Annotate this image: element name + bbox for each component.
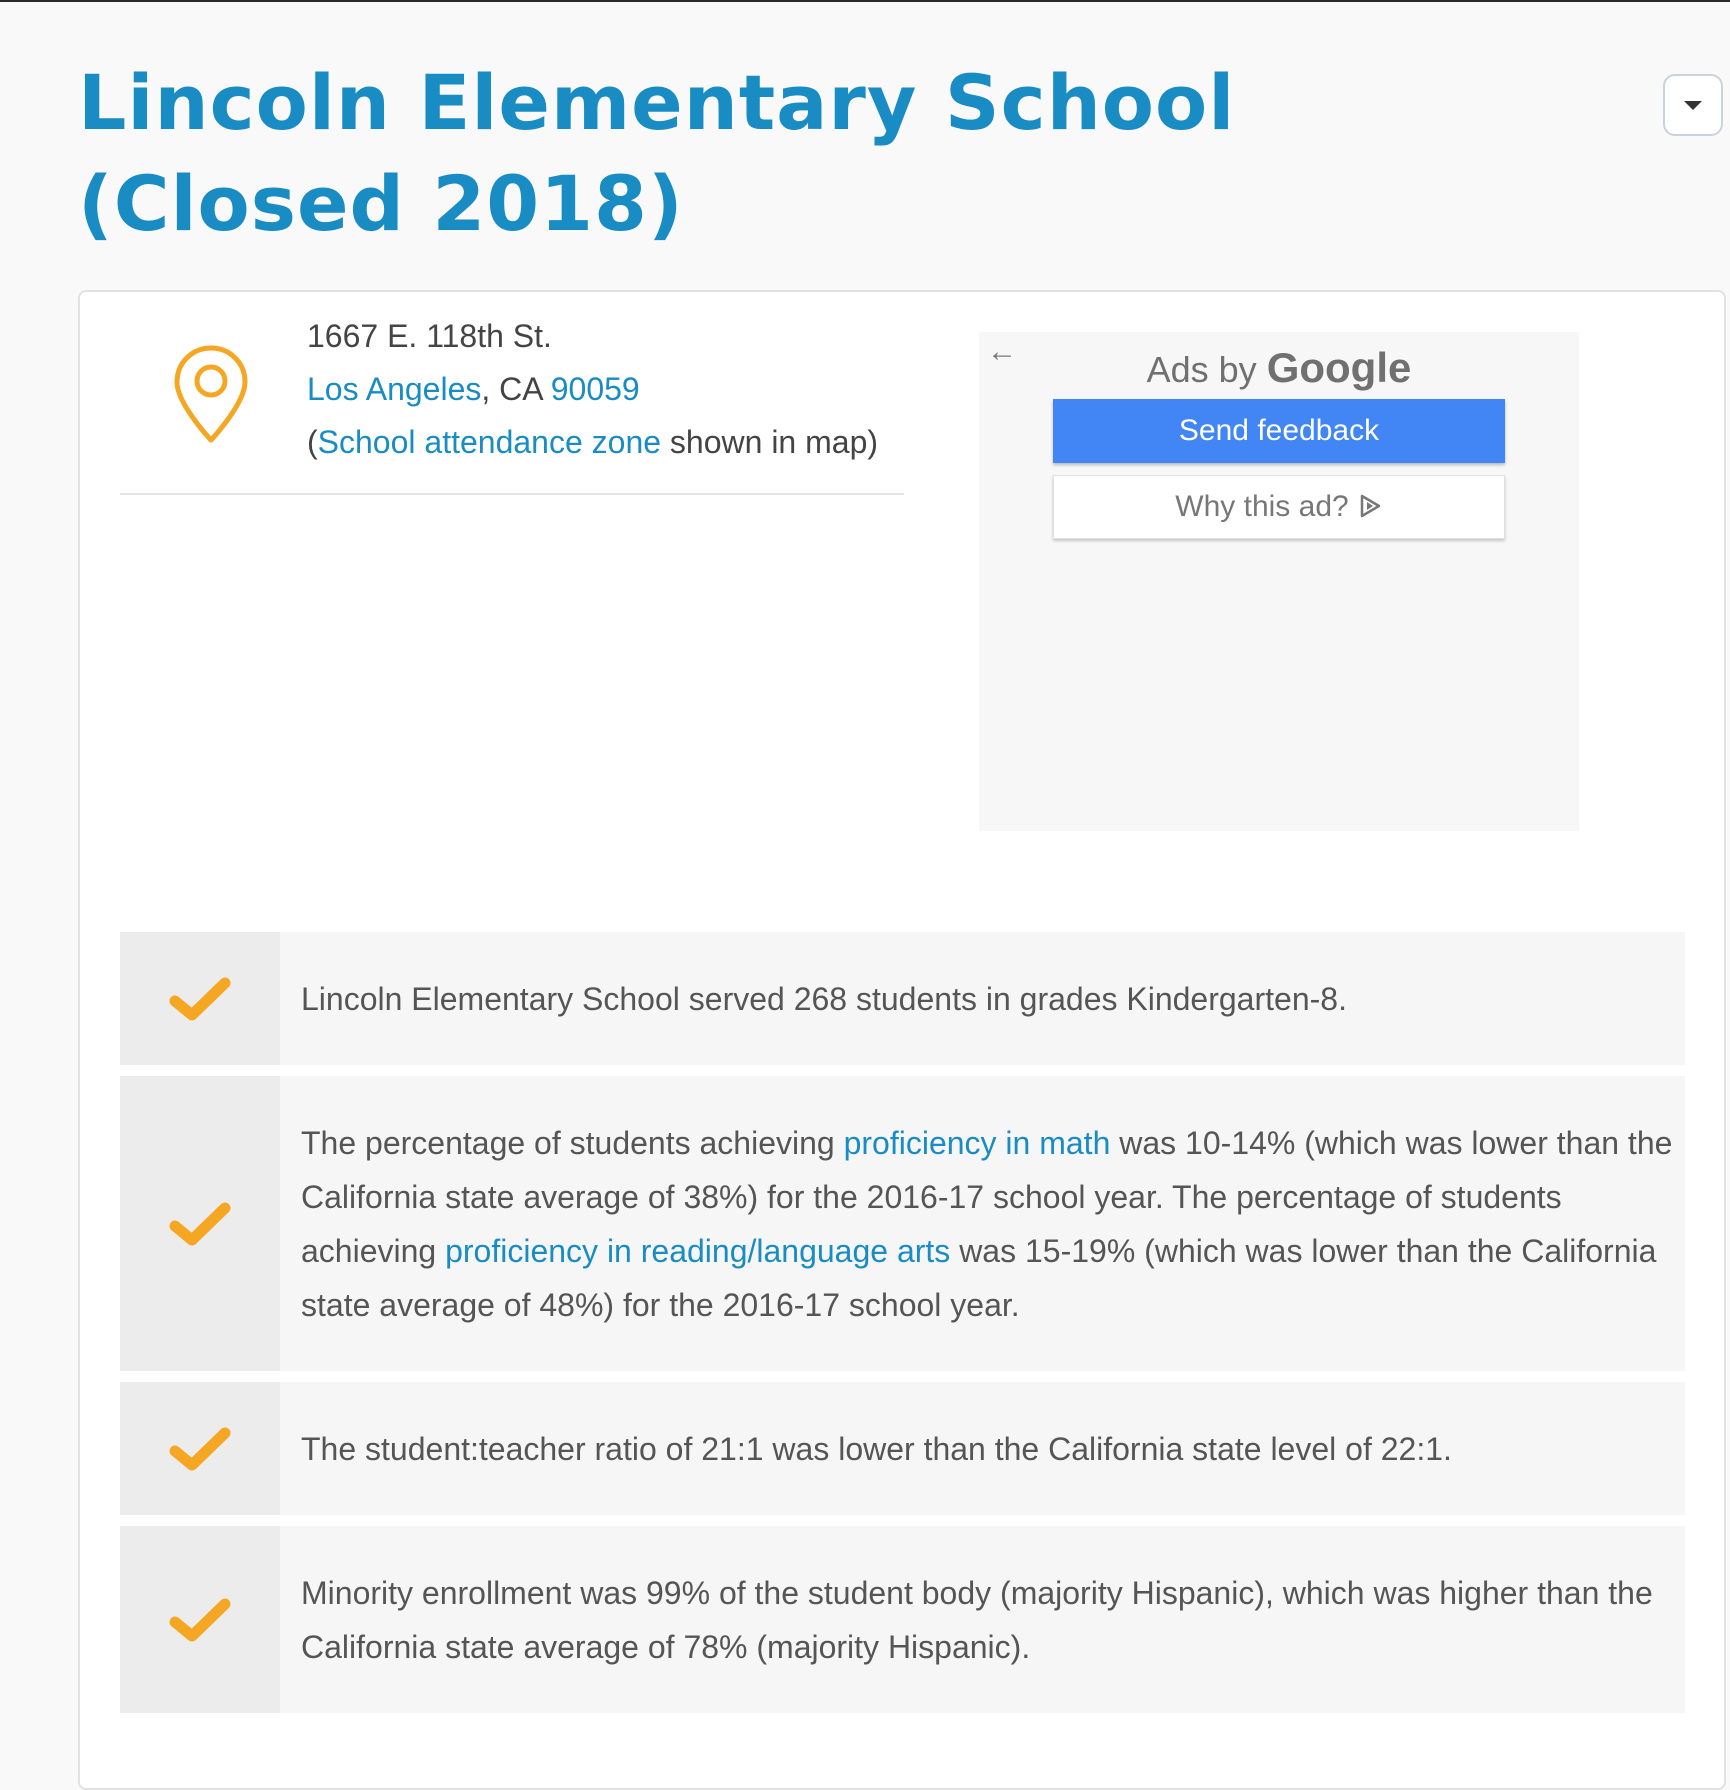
fact-text-part: was 10-14% (which was lower than the California state average of 38%) for the 2016-17 school year. The percentage of students achieving: [301, 1124, 1673, 1269]
fact-row-proficiency: [120, 1076, 1685, 1371]
checkmark-icon: [169, 1596, 231, 1644]
proficiency-math-link[interactable]: proficiency in math: [843, 1124, 1111, 1161]
fact-text: Lincoln Elementary School served 268 students in grades Kindergarten-8.: [301, 980, 1347, 1017]
fact-text-part: The percentage of students achieving: [301, 1124, 844, 1161]
chevron-down-icon: [1684, 101, 1702, 110]
send-feedback-button[interactable]: Send feedback: [1053, 399, 1505, 463]
zone-line: [307, 416, 907, 469]
dropdown-toggle-button[interactable]: [1663, 74, 1723, 136]
fact-row-enrollment: [120, 932, 1685, 1065]
checkmark-icon: [169, 1200, 231, 1248]
fact-text-part: was 15-19% (which was lower than the California state average of 48%) for the 2016-17 school year.: [301, 1232, 1657, 1323]
checkmark-icon: [169, 975, 231, 1023]
top-rule: [0, 0, 1730, 2]
street-address: 1667 E. 118th St.: [307, 318, 552, 354]
fact-icon-cell: [120, 1076, 280, 1371]
fact-icon-cell: [120, 1382, 280, 1515]
google-wordmark: Google: [1266, 344, 1412, 391]
proficiency-reading-link[interactable]: proficiency in reading/language arts: [445, 1232, 951, 1269]
city-link[interactable]: Los Angeles: [307, 371, 482, 407]
ad-panel: [979, 332, 1579, 831]
fact-row-ratio: [120, 1382, 1685, 1515]
page-title: Lincoln Elementary School (Closed 2018): [78, 58, 1236, 248]
fact-text: [280, 1076, 1685, 1371]
ads-by-text: Ads by: [1146, 349, 1267, 390]
back-arrow-icon[interactable]: ←: [987, 335, 1017, 368]
fact-icon-cell: [120, 932, 280, 1065]
fact-text: The student:teacher ratio of 21:1 was lower than the California state level of 22:1.: [301, 1430, 1452, 1467]
zone-rest-text: shown in map): [661, 424, 879, 460]
fact-text: Minority enrollment was 99% of the student body (majority Hispanic), which was higher than the California state average of 78% (majority Hispanic).: [301, 1574, 1653, 1665]
attendance-zone-link[interactable]: School attendance zone: [317, 424, 662, 460]
state-label: , CA: [481, 371, 551, 407]
adchoices-icon: [1357, 493, 1383, 519]
fact-row-minority: [120, 1526, 1685, 1713]
zip-link[interactable]: 90059: [550, 371, 640, 407]
why-this-ad-button[interactable]: [1053, 475, 1505, 539]
city-line: [307, 363, 907, 416]
why-this-ad-label: Why this ad?: [1175, 490, 1349, 523]
ads-by-google-label: [979, 342, 1579, 396]
zone-open-paren: (: [307, 424, 318, 460]
address-text: [307, 310, 907, 469]
fact-icon-cell: [120, 1526, 280, 1713]
map-pin-icon: [172, 344, 250, 444]
address-block: [120, 310, 904, 495]
checkmark-icon: [169, 1425, 231, 1473]
